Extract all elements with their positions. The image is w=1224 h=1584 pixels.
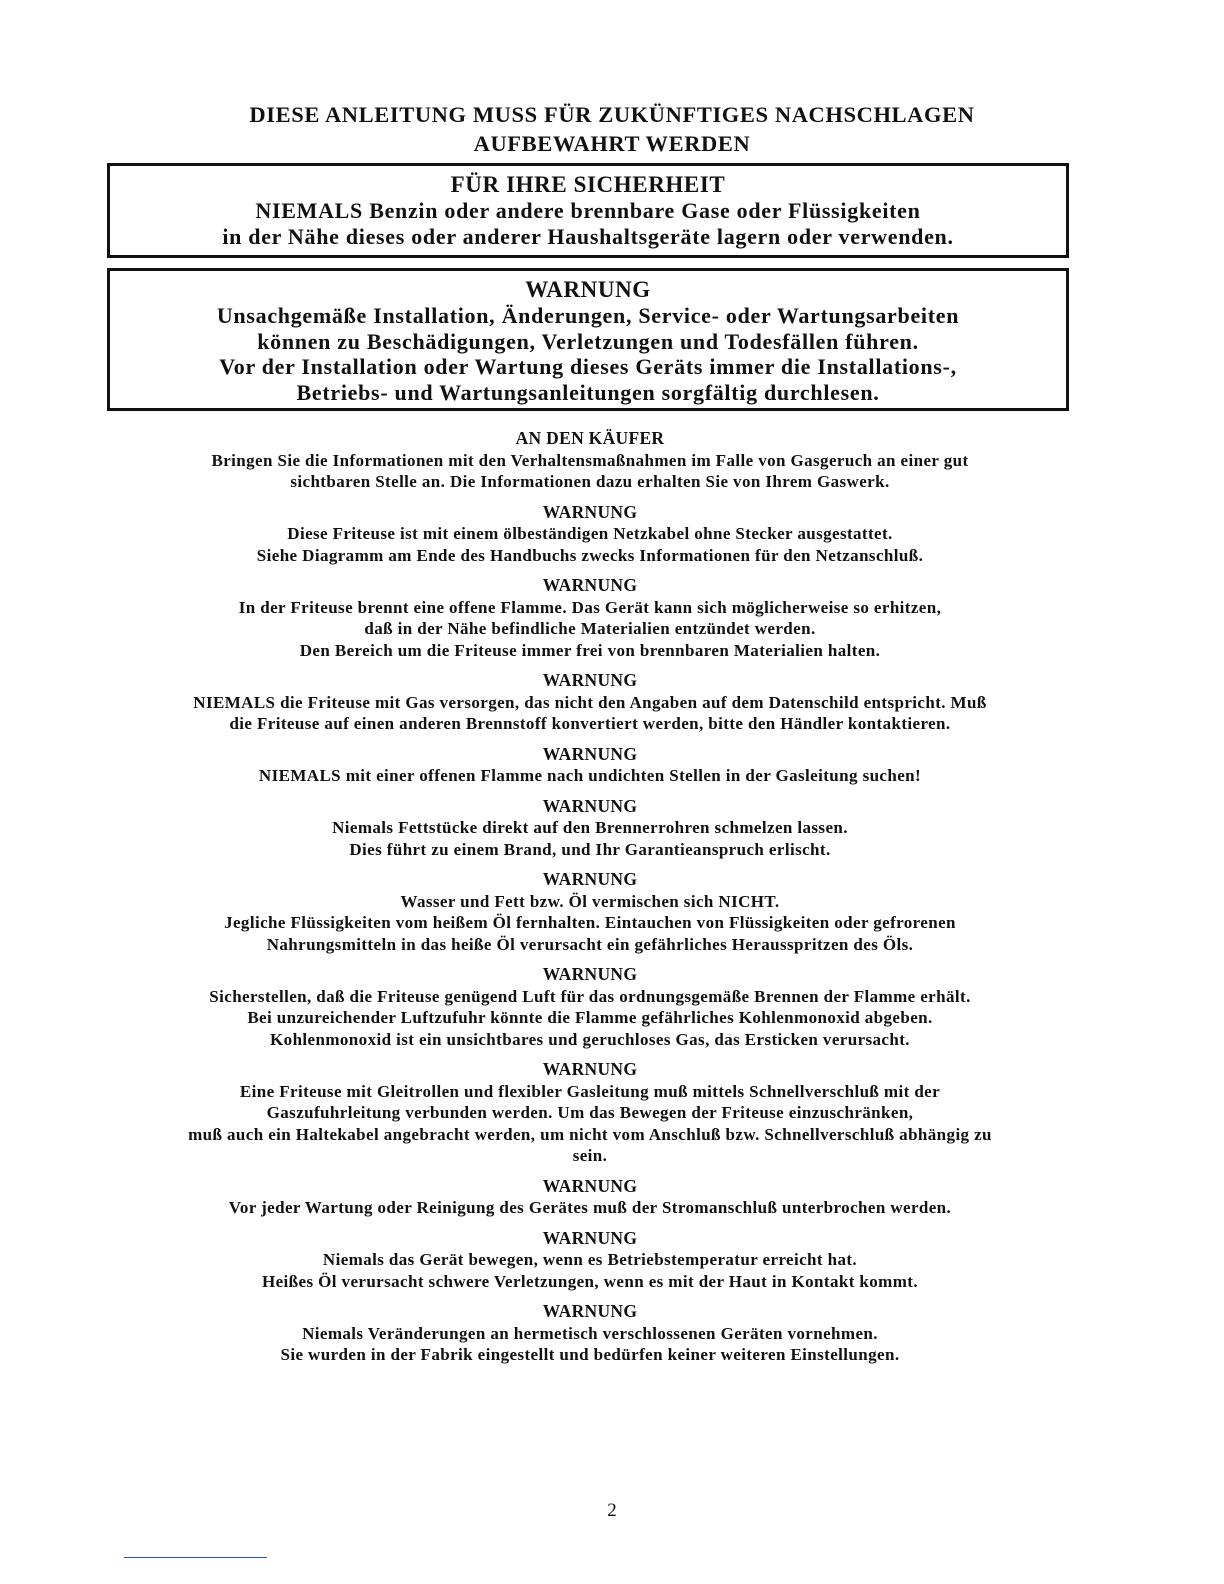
section-line: Diese Friteuse ist mit einem ölbeständigen Netzkabel ohne Stecker ausgestattet. bbox=[287, 524, 893, 543]
safety-heading: FÜR IHRE SICHERHEIT bbox=[450, 172, 726, 197]
section-heading: WARNUNG bbox=[542, 869, 638, 889]
safety-line: in der Nähe dieses oder anderer Haushaltsgeräte lagern oder verwenden. bbox=[222, 223, 954, 249]
section-line: Bei unzureichender Luftzufuhr könnte die Flamme gefährliches Kohlenmonoxid abgeben. bbox=[247, 1008, 933, 1027]
safety-box bbox=[107, 163, 1069, 258]
section-sealed-devices bbox=[100, 1301, 1080, 1366]
section-line: Den Bereich um die Friteuse immer frei von brennbaren Materialien halten. bbox=[299, 640, 881, 660]
section-line: Siehe Diagramm am Ende des Handbuchs zwecks Informationen für den Netzanschluß. bbox=[256, 545, 924, 565]
section-water-oil bbox=[100, 869, 1080, 955]
section-open-flame bbox=[100, 575, 1080, 661]
section-line: Kohlenmonoxid ist ein unsichtbares und geruchloses Gas, das Ersticken verursacht. bbox=[270, 1029, 910, 1049]
section-line: sichtbaren Stelle an. Die Informationen dazu erhalten Sie von Ihrem Gaswerk. bbox=[290, 472, 890, 491]
section-heading: AN DEN KÄUFER bbox=[515, 428, 665, 448]
section-line: Wasser und Fett bzw. Öl vermischen sich NICHT. bbox=[400, 891, 780, 911]
document-title bbox=[0, 100, 1224, 158]
section-heading: WARNUNG bbox=[542, 795, 638, 816]
section-heading: WARNUNG bbox=[542, 670, 638, 690]
section-heading: WARNUNG bbox=[542, 1301, 638, 1321]
warning-box-line: Unsachgemäße Installation, Änderungen, Service- oder Wartungsarbeiten bbox=[216, 303, 960, 328]
section-line: daß in der Nähe befindliche Materialien entzündet werden. bbox=[364, 619, 816, 638]
title-line-2: AUFBEWAHRT WERDEN bbox=[473, 131, 751, 156]
section-line: die Friteuse auf einen anderen Brennstoff konvertiert werden, bitte den Händler kontaktieren. bbox=[229, 714, 951, 733]
section-line: Gaszufuhrleitung verbunden werden. Um das Bewegen der Friteuse einzuschränken, bbox=[266, 1103, 914, 1122]
section-gas-leak bbox=[100, 744, 1080, 787]
section-heading: WARNUNG bbox=[542, 743, 638, 764]
section-gas-type bbox=[100, 670, 1080, 735]
section-hot-oil bbox=[100, 1228, 1080, 1293]
section-heading: WARNUNG bbox=[542, 964, 638, 984]
section-line: In der Friteuse brennt eine offene Flamme. Das Gerät kann sich möglicherweise so erhitzen, bbox=[238, 597, 942, 617]
warning-box-heading: WARNUNG bbox=[525, 277, 651, 302]
section-line: Heißes Öl verursacht schwere Verletzungen, wenn es mit der Haut in Kontakt kommt. bbox=[261, 1271, 918, 1291]
section-line: Bringen Sie die Informationen mit den Verhaltensmaßnahmen im Falle von Gasgeruch an einer gut bbox=[211, 450, 969, 470]
section-line: Nahrungsmitteln in das heiße Öl verursacht ein gefährliches Herausspritzen des Öls. bbox=[266, 934, 914, 954]
page-number: 2 bbox=[607, 1500, 617, 1521]
section-heading: WARNUNG bbox=[542, 1227, 638, 1248]
title-line-1: DIESE ANLEITUNG MUSS FÜR ZUKÜNFTIGES NACHSCHLAGEN bbox=[249, 102, 975, 127]
section-line: sein. bbox=[572, 1146, 608, 1165]
section-line: NIEMALS die Friteuse mit Gas versorgen, das nicht den Angaben auf dem Datenschild entspricht. Muß bbox=[193, 692, 987, 712]
section-line: Niemals Fettstücke direkt auf den Brennerrohren schmelzen lassen. bbox=[332, 818, 848, 837]
section-line: Niemals das Gerät bewegen, wenn es Betriebstemperatur erreicht hat. bbox=[322, 1250, 858, 1269]
section-line: Dies führt zu einem Brand, und Ihr Garantieanspruch erlischt. bbox=[349, 839, 831, 859]
section-heading: WARNUNG bbox=[542, 1059, 638, 1079]
warning-sections bbox=[100, 428, 1080, 1375]
section-air-supply bbox=[100, 964, 1080, 1050]
section-heading: WARNUNG bbox=[542, 575, 638, 595]
section-fat-melting bbox=[100, 796, 1080, 861]
section-heading: WARNUNG bbox=[542, 1175, 638, 1196]
section-heading: WARNUNG bbox=[542, 501, 638, 522]
section-line: Jegliche Flüssigkeiten vom heißem Öl fernhalten. Eintauchen von Flüssigkeiten oder gefrorenen bbox=[224, 913, 956, 932]
section-buyer bbox=[100, 428, 1080, 493]
section-disconnect-power bbox=[100, 1176, 1080, 1219]
safety-line: NIEMALS Benzin oder andere brennbare Gase oder Flüssigkeiten bbox=[255, 198, 921, 223]
section-line: Sicherstellen, daß die Friteuse genügend Luft für das ordnungsgemäße Brennen der Flamme erhält. bbox=[209, 986, 971, 1006]
section-casters bbox=[100, 1059, 1080, 1167]
warning-box-line: Betriebs- und Wartungsanleitungen sorgfältig durchlesen. bbox=[296, 379, 880, 405]
footnote-rule bbox=[124, 1557, 267, 1558]
section-line: NIEMALS mit einer offenen Flamme nach undichten Stellen in der Gasleitung suchen! bbox=[258, 766, 922, 785]
section-line: muß auch ein Haltekabel angebracht werden, um nicht vom Anschluß bzw. Schnellverschluß abhängig zu bbox=[188, 1124, 992, 1144]
warning-box-line: können zu Beschädigungen, Verletzungen und Todesfällen führen. bbox=[257, 328, 919, 354]
section-line: Niemals Veränderungen an hermetisch verschlossenen Geräten vornehmen. bbox=[302, 1323, 878, 1343]
section-line: Eine Friteuse mit Gleitrollen und flexibler Gasleitung muß mittels Schnellverschluß mit der bbox=[239, 1081, 941, 1101]
section-line: Sie wurden in der Fabrik eingestellt und bedürfen keiner weiteren Einstellungen. bbox=[280, 1345, 900, 1364]
warning-box-line: Vor der Installation oder Wartung dieses Geräts immer die Installations-, bbox=[219, 354, 957, 379]
section-line: Vor jeder Wartung oder Reinigung des Gerätes muß der Stromanschluß unterbrochen werden. bbox=[228, 1198, 952, 1217]
section-power-cord bbox=[100, 502, 1080, 567]
warning-box bbox=[107, 268, 1069, 411]
